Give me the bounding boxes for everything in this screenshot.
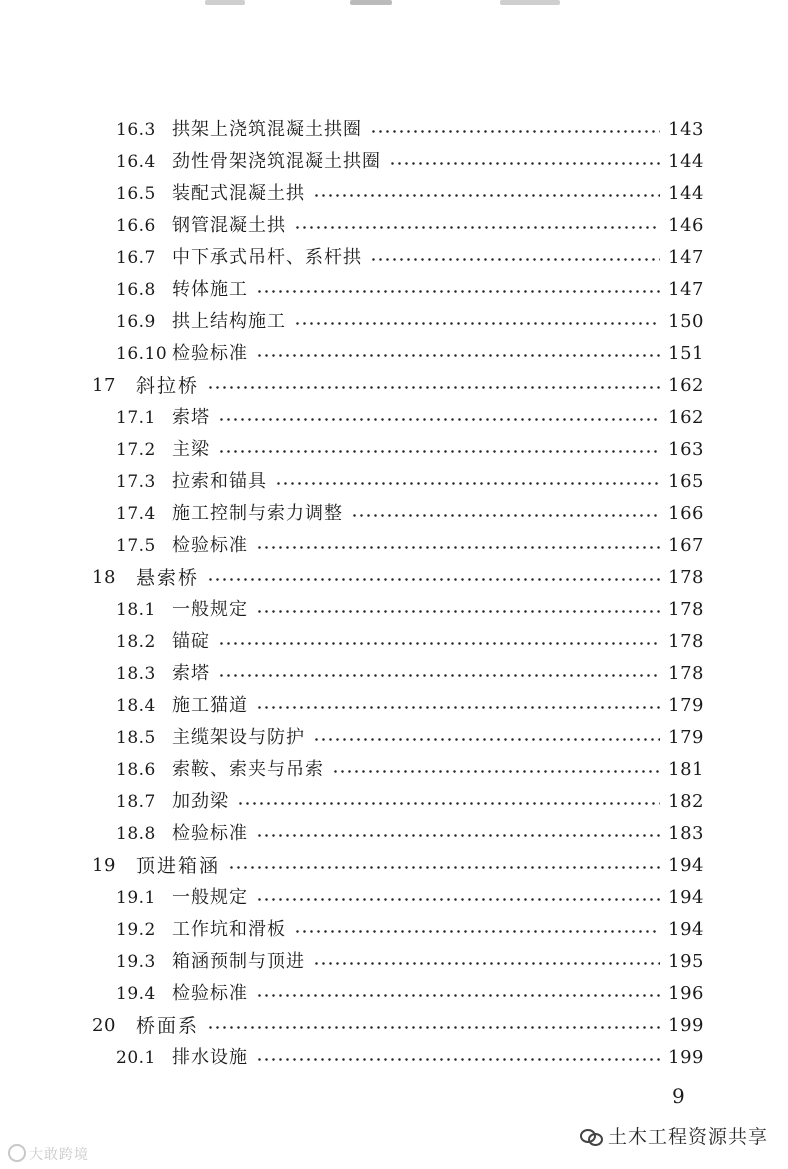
toc-entry-number: 18.5 — [116, 728, 156, 748]
toc-entry-page: 163 — [668, 439, 704, 460]
toc-entry-number: 19 — [92, 855, 116, 876]
watermark-right — [580, 1122, 768, 1149]
toc-entry-number: 17.1 — [116, 408, 156, 428]
toc-entry-page: 182 — [668, 791, 704, 812]
toc-entry-page: 181 — [668, 759, 704, 780]
toc-entry-page: 165 — [668, 471, 704, 492]
toc-chapter-row — [0, 370, 788, 402]
toc-section-row — [0, 914, 788, 946]
toc-entry-page: 179 — [668, 695, 704, 716]
toc-entry-number: 16.8 — [116, 280, 156, 300]
toc-entry-title: 锚碇 — [172, 631, 210, 652]
toc-section-row — [0, 626, 788, 658]
toc-entry-number: 17.5 — [116, 536, 156, 556]
toc-entry-number: 18.4 — [116, 696, 156, 716]
scan-edge-marks — [0, 0, 788, 10]
toc-dot-leader — [370, 114, 660, 146]
toc-entry-title: 箱涵预制与顶进 — [172, 951, 305, 972]
toc-section-row — [0, 498, 788, 530]
toc-dot-leader — [294, 210, 660, 242]
toc-entry-number: 19.3 — [116, 952, 156, 972]
toc-entry-page: 178 — [668, 631, 704, 652]
toc-entry-page: 179 — [668, 727, 704, 748]
toc-entry-title: 斜拉桥 — [136, 375, 200, 397]
toc-dot-leader — [389, 146, 660, 178]
toc-entry-title: 钢管混凝土拱 — [172, 215, 286, 236]
toc-entry-title: 悬索桥 — [136, 567, 200, 589]
toc-section-row — [0, 210, 788, 242]
toc-entry-title: 拱上结构施工 — [172, 311, 286, 332]
toc-entry-title: 检验标准 — [172, 535, 248, 556]
toc-section-row — [0, 434, 788, 466]
toc-entry-page: 194 — [668, 855, 704, 876]
toc-entry-number: 19.4 — [116, 984, 156, 1004]
toc-entry-number: 19.1 — [116, 888, 156, 908]
toc-dot-leader — [313, 178, 660, 210]
toc-entry-title: 排水设施 — [172, 1047, 248, 1068]
toc-dot-leader — [256, 338, 660, 370]
toc-entry-number: 16.9 — [116, 312, 156, 332]
toc-entry-number: 19.2 — [116, 920, 156, 940]
toc-entry-title: 施工猫道 — [172, 695, 248, 716]
toc-entry-page: 146 — [668, 215, 704, 236]
toc-entry-page: 167 — [668, 535, 704, 556]
toc-entry-title: 检验标准 — [172, 983, 248, 1004]
toc-entry-title: 装配式混凝土拱 — [172, 183, 305, 204]
toc-section-row — [0, 818, 788, 850]
toc-section-row — [0, 690, 788, 722]
toc-section-row — [0, 946, 788, 978]
toc-dot-leader — [256, 530, 660, 562]
toc-section-row — [0, 306, 788, 338]
toc-section-row — [0, 242, 788, 274]
toc-entry-number: 16.4 — [116, 152, 156, 172]
toc-dot-leader — [218, 402, 660, 434]
watermark-left-text: 大敢跨境 — [29, 1147, 89, 1163]
toc-section-row — [0, 882, 788, 914]
toc-entry-page: 199 — [668, 1015, 704, 1036]
toc-dot-leader — [275, 466, 660, 498]
toc-entry-title: 索塔 — [172, 663, 210, 684]
toc-chapter-row — [0, 1010, 788, 1042]
toc-dot-leader — [294, 306, 660, 338]
toc-section-row — [0, 978, 788, 1010]
toc-entry-number: 18.8 — [116, 824, 156, 844]
watermark-left — [8, 1144, 89, 1164]
toc-dot-leader — [294, 914, 660, 946]
toc-entry-number: 18.2 — [116, 632, 156, 652]
toc-entry-number: 17.4 — [116, 504, 156, 524]
toc-chapter-row — [0, 562, 788, 594]
toc-dot-leader — [256, 978, 660, 1010]
watermark-logo-icon — [8, 1144, 26, 1162]
toc-section-row — [0, 338, 788, 370]
toc-entry-number: 20 — [92, 1015, 116, 1036]
toc-entry-title: 转体施工 — [172, 279, 248, 300]
toc-entry-number: 18 — [92, 567, 116, 588]
toc-entry-title: 检验标准 — [172, 343, 248, 364]
toc-dot-leader — [237, 786, 660, 818]
toc-entry-title: 工作坑和滑板 — [172, 919, 286, 940]
toc-section-row — [0, 530, 788, 562]
toc-entry-page: 144 — [668, 183, 704, 204]
toc-dot-leader — [218, 434, 660, 466]
toc-entry-number: 18.6 — [116, 760, 156, 780]
toc-chapter-row — [0, 850, 788, 882]
toc-entry-page: 150 — [668, 311, 704, 332]
toc-entry-number: 17 — [92, 375, 116, 396]
toc-entry-title: 顶进箱涵 — [136, 855, 221, 877]
toc-section-row — [0, 754, 788, 786]
watermark-right-text: 土木工程资源共享 — [608, 1126, 769, 1148]
toc-dot-leader — [256, 274, 660, 306]
toc-dot-leader — [218, 658, 660, 690]
toc-entry-page: 178 — [668, 567, 704, 588]
toc-entry-page: 151 — [668, 343, 704, 364]
toc-dot-leader — [228, 850, 660, 882]
toc-section-row — [0, 1042, 788, 1074]
toc-entry-number: 16.10 — [116, 344, 168, 364]
toc-entry-number: 18.1 — [116, 600, 156, 620]
toc-entry-page: 147 — [668, 279, 704, 300]
toc-entry-page: 196 — [668, 983, 704, 1004]
page-number: 9 — [672, 1084, 685, 1108]
toc-dot-leader — [370, 242, 660, 274]
toc-entry-title: 拉索和锚具 — [172, 471, 267, 492]
toc-dot-leader — [332, 754, 660, 786]
toc-entry-title: 索塔 — [172, 407, 210, 428]
toc-dot-leader — [256, 1042, 660, 1074]
toc-entry-page: 178 — [668, 663, 704, 684]
toc-entry-page: 195 — [668, 951, 704, 972]
wechat-icon — [580, 1127, 602, 1145]
toc-entry-page: 194 — [668, 887, 704, 908]
toc-section-row — [0, 594, 788, 626]
toc-dot-leader — [256, 594, 660, 626]
toc-entry-page: 143 — [668, 119, 704, 140]
toc-entry-title: 检验标准 — [172, 823, 248, 844]
toc-entry-number: 17.3 — [116, 472, 156, 492]
toc-entry-number: 17.2 — [116, 440, 156, 460]
toc-dot-leader — [256, 882, 660, 914]
toc-section-row — [0, 274, 788, 306]
toc-entry-title: 桥面系 — [136, 1015, 200, 1037]
toc-dot-leader — [313, 722, 660, 754]
toc-section-row — [0, 146, 788, 178]
toc-entry-number: 18.3 — [116, 664, 156, 684]
toc-section-row — [0, 658, 788, 690]
toc-entry-number: 20.1 — [116, 1048, 156, 1068]
toc-entry-number: 18.7 — [116, 792, 156, 812]
toc-entry-page: 183 — [668, 823, 704, 844]
toc-section-row — [0, 722, 788, 754]
toc-entry-title: 主缆架设与防护 — [172, 727, 305, 748]
toc-dot-leader — [256, 690, 660, 722]
toc-entry-page: 199 — [668, 1047, 704, 1068]
toc-section-row — [0, 402, 788, 434]
toc-entry-page: 178 — [668, 599, 704, 620]
toc-dot-leader — [313, 946, 660, 978]
toc-entry-title: 中下承式吊杆、系杆拱 — [172, 247, 362, 268]
toc-entry-title: 一般规定 — [172, 887, 248, 908]
toc-entry-title: 施工控制与索力调整 — [172, 503, 343, 524]
toc-entry-number: 16.7 — [116, 248, 156, 268]
toc-entry-title: 主梁 — [172, 439, 210, 460]
toc-entry-title: 劲性骨架浇筑混凝土拱圈 — [172, 151, 381, 172]
toc-entry-title: 索鞍、索夹与吊索 — [172, 759, 324, 780]
toc-entry-number: 16.5 — [116, 184, 156, 204]
toc-section-row — [0, 786, 788, 818]
toc-entry-page: 166 — [668, 503, 704, 524]
toc-dot-leader — [256, 818, 660, 850]
toc-dot-leader — [207, 1010, 660, 1042]
toc-entry-number: 16.6 — [116, 216, 156, 236]
toc-entry-title: 加劲梁 — [172, 791, 229, 812]
toc-section-row — [0, 114, 788, 146]
toc-section-row — [0, 466, 788, 498]
toc-entry-number: 16.3 — [116, 120, 156, 140]
toc-entry-title: 拱架上浇筑混凝土拱圈 — [172, 119, 362, 140]
toc-dot-leader — [207, 370, 660, 402]
toc-entry-page: 194 — [668, 919, 704, 940]
toc-dot-leader — [207, 562, 660, 594]
toc-section-row — [0, 178, 788, 210]
toc-entry-title: 一般规定 — [172, 599, 248, 620]
toc-entry-page: 147 — [668, 247, 704, 268]
toc-dot-leader — [218, 626, 660, 658]
toc-entry-page: 162 — [668, 407, 704, 428]
toc-entry-page: 144 — [668, 151, 704, 172]
toc-dot-leader — [351, 498, 660, 530]
toc-entry-page: 162 — [668, 375, 704, 396]
